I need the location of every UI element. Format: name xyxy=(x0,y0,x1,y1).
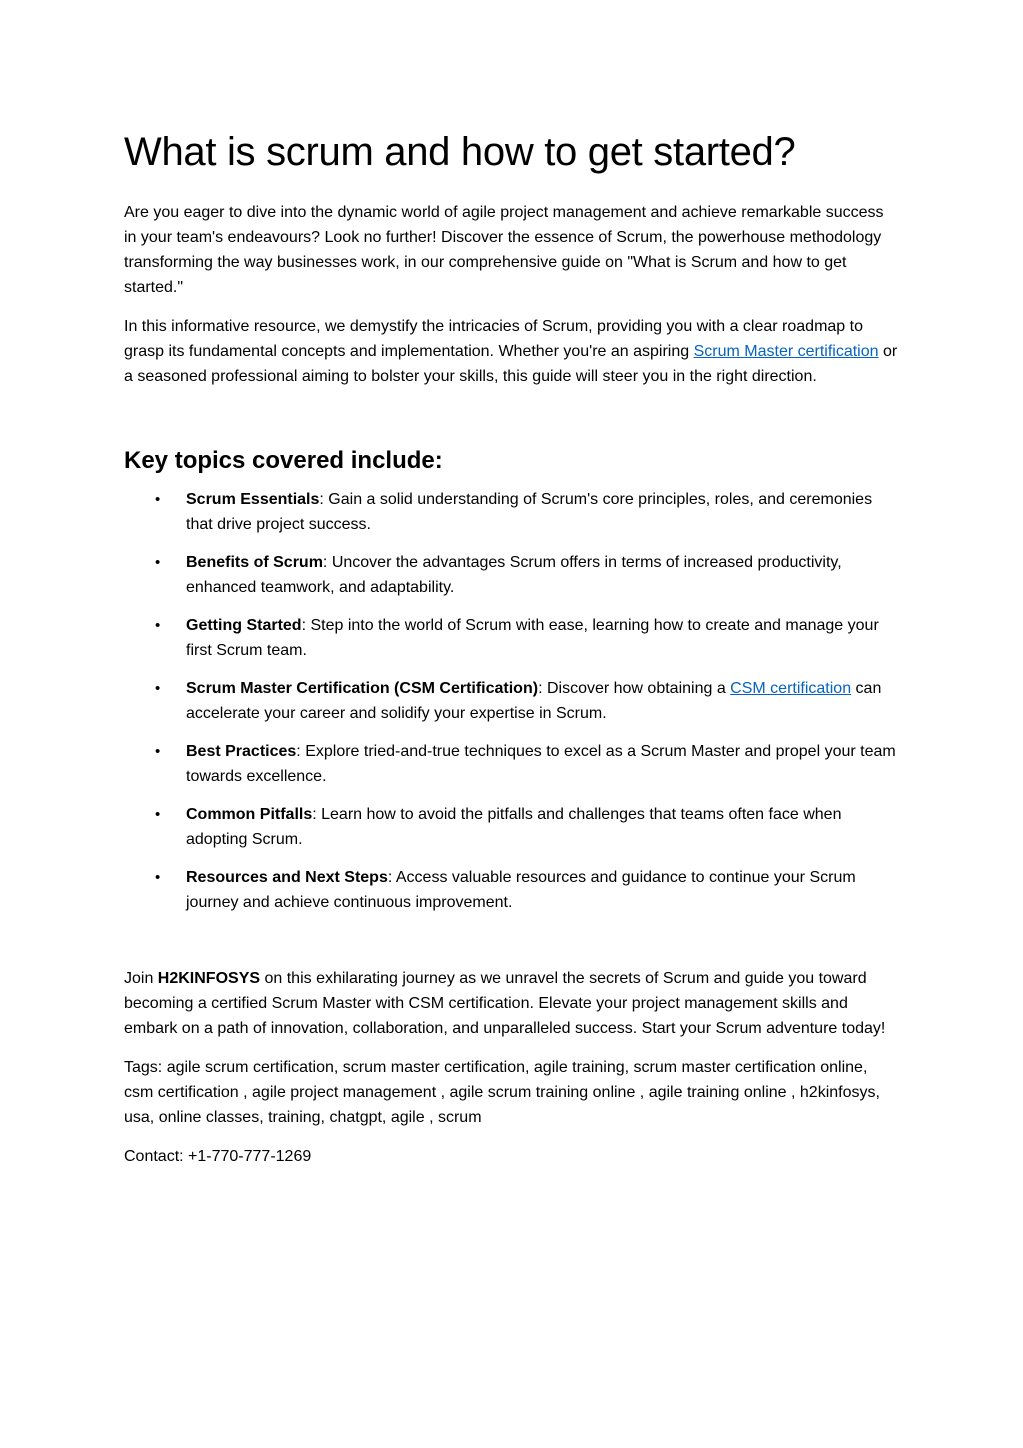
intro-text-after: or a seasoned professional aiming to bolster your skills, this guide will steer you in the right direction. xyxy=(124,343,898,385)
topic-title: Scrum Master Certification (CSM Certification) xyxy=(186,680,539,697)
topic-title: Getting Started xyxy=(186,617,302,634)
intro-text-before: In this informative resource, we demystify the intricacies of Scrum, providing you with a clear roadmap to grasp its fundamental concepts and implementation. Whether you're an aspiring xyxy=(124,318,863,360)
list-item xyxy=(124,487,900,537)
intro-paragraph-2 xyxy=(124,314,900,389)
list-item xyxy=(124,739,900,789)
topic-text: : Learn how to avoid the pitfalls and challenges that teams often face when adopting Scrum. xyxy=(186,806,842,848)
intro-paragraph: Are you eager to dive into the dynamic world of agile project management and achieve remarkable success in your team's endeavours? Look no further! Discover the essence of Scrum, the powerhouse methodology transforming the way businesses work, in our comprehensive guide on "What is Scrum and how to get started." xyxy=(124,204,884,296)
tags-paragraph: Tags: agile scrum certification, scrum master certification, agile training, scrum master certification online, csm certification , agile project management , agile scrum training online , agile training online , h2kinfosys, usa, online classes, training, chatgpt, agile , scrum xyxy=(124,1059,880,1126)
bullet-icon: • xyxy=(155,617,161,634)
closing-text-after: on this exhilarating journey as we unravel the secrets of Scrum and guide you toward becoming a certified Scrum Master with CSM certification. Elevate your project management skills and embark on a path of innovation, collaboration, and unparalleled success. Start your Scrum adventure today! xyxy=(124,970,886,1037)
topics-list xyxy=(124,487,900,915)
page-title: What is scrum and how to get started? xyxy=(124,130,796,174)
bullet-icon: • xyxy=(155,869,161,886)
company-name: H2KINFOSYS xyxy=(157,970,261,987)
scrum-master-certification-link[interactable]: Scrum Master certification xyxy=(693,343,879,360)
topic-text: : Discover how obtaining a xyxy=(538,680,731,697)
list-item xyxy=(124,676,900,726)
topic-title: Benefits of Scrum xyxy=(186,554,323,571)
bullet-icon: • xyxy=(155,743,161,760)
topic-title: Best Practices xyxy=(186,743,297,760)
bullet-icon: • xyxy=(155,680,161,697)
topic-text: : Access valuable resources and guidance to continue your Scrum journey and achieve continuous improvement. xyxy=(186,869,856,911)
section-heading: Key topics covered include: xyxy=(124,447,443,474)
closing-text-before: Join xyxy=(124,970,158,987)
list-item xyxy=(124,802,900,852)
topic-text: : Step into the world of Scrum with ease, learning how to create and manage your first Scrum team. xyxy=(186,617,879,659)
list-item xyxy=(124,865,900,915)
topic-text: : Uncover the advantages Scrum offers in terms of increased productivity, enhanced teamwork, and adaptability. xyxy=(186,554,842,596)
document-page xyxy=(124,128,900,1183)
topic-title: Common Pitfalls xyxy=(186,806,313,823)
topic-text: : Explore tried-and-true techniques to excel as a Scrum Master and propel your team towards excellence. xyxy=(186,743,896,785)
topic-text-after: can accelerate your career and solidify your expertise in Scrum. xyxy=(186,680,882,722)
bullet-icon: • xyxy=(155,491,161,508)
contact-line: Contact: +1-770-777-1269 xyxy=(124,1148,312,1165)
list-item xyxy=(124,550,900,600)
topic-title: Resources and Next Steps xyxy=(186,869,388,886)
csm-certification-link[interactable]: CSM certification xyxy=(730,680,852,697)
topic-text: : Gain a solid understanding of Scrum's core principles, roles, and ceremonies that drive project success. xyxy=(186,491,873,533)
closing-paragraph xyxy=(124,966,900,1041)
bullet-icon: • xyxy=(155,806,161,823)
list-item xyxy=(124,613,900,663)
bullet-icon: • xyxy=(155,554,161,571)
topic-title: Scrum Essentials xyxy=(186,491,320,508)
